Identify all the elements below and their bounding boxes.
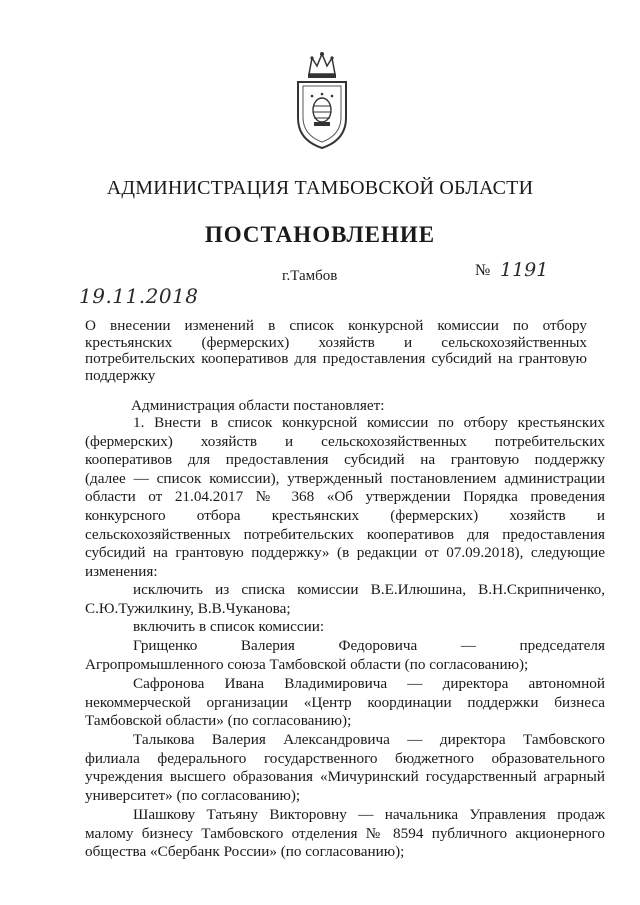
- text-line: Сафронова Ивана Владимировича — директора автономной: [133, 675, 605, 692]
- member-item: [85, 731, 605, 805]
- text-line: 1. Внести в список конкурсной комиссии по отбору крестьянских: [133, 414, 605, 431]
- exclude-paragraph: [85, 581, 605, 618]
- text-line: общества «Сбербанк России» (по согласованию);: [85, 843, 405, 861]
- text-line: Грищенко Валерия Федоровича — председателя: [133, 637, 605, 654]
- document-type: ПОСТАНОВЛЕНИЕ: [204, 222, 436, 247]
- text-line: области от 21.04.2017 № 368 «Об утверждении Порядка проведения: [85, 488, 605, 506]
- member-item: [85, 637, 605, 674]
- text-line: Талыкова Валерия Александровича — директора Тамбовского: [133, 731, 605, 748]
- member-item: [85, 806, 605, 862]
- city: г.Тамбов: [282, 268, 338, 284]
- text-line: филиала федерального государственного бюджетного образовательного: [85, 749, 605, 767]
- lead-sentence: Администрация области постановляет:: [131, 397, 385, 414]
- text-line: учреждения высшего образования «Мичуринский государственный аграрный: [85, 768, 605, 786]
- point-1: [85, 414, 605, 581]
- number-label: №: [475, 262, 491, 279]
- text-line: субсидий на грантовую поддержку» (в редакции от 07.09.2018), следующие: [85, 544, 605, 562]
- text-line: (далее — список комиссии), утвержденный постановлением администрации: [85, 469, 605, 487]
- text-line: (фермерских) хозяйств и сельскохозяйственных потребительских: [85, 432, 605, 450]
- text-line: сельскохозяйственных потребительских кооперативов для предоставления: [85, 525, 605, 543]
- text-line: исключить из списка комиссии В.Е.Илюшина, В.Н.Скрипниченко,: [133, 581, 605, 598]
- text-line: некоммерческой организации «Центр координации поддержки бизнеса: [85, 693, 605, 711]
- member-item: [85, 675, 605, 731]
- document-number: 1191: [500, 259, 549, 281]
- text-line: Шашкову Татьяну Викторовну — начальника Управления продаж: [133, 806, 605, 823]
- document-date: 19.11.2018: [79, 284, 199, 308]
- text-line: Тамбовской области» (по согласованию);: [85, 712, 352, 730]
- text-line: конкурсного отбора крестьянских (фермерских) хозяйств и: [85, 506, 605, 524]
- text-line: изменения:: [85, 562, 158, 580]
- text-line: малому бизнесу Тамбовского отделения № 8594 публичного акционерного: [85, 824, 605, 842]
- text-line: Агропромышленного союза Тамбовской области (по согласованию);: [85, 655, 529, 673]
- include-label: [85, 618, 605, 637]
- text-line: включить в список комиссии:: [133, 618, 325, 635]
- text-line: университет» (по согласованию);: [85, 786, 301, 804]
- document-subject: О внесении изменений в список конкурсной комиссии по отбору крестьянских (фермерских) хозяйств и сельскохозяйственных потребительских кооперативов для предоставления субсидий на грантовую поддержку: [85, 317, 587, 384]
- organization-title: АДМИНИСТРАЦИЯ ТАМБОВСКОЙ ОБЛАСТИ: [106, 177, 534, 199]
- coat-of-arms-icon: [292, 50, 352, 150]
- text-line: С.Ю.Тужилкину, В.В.Чуканова;: [85, 599, 291, 617]
- text-line: кооперативов для предоставления субсидий на грантовую поддержку: [85, 451, 605, 469]
